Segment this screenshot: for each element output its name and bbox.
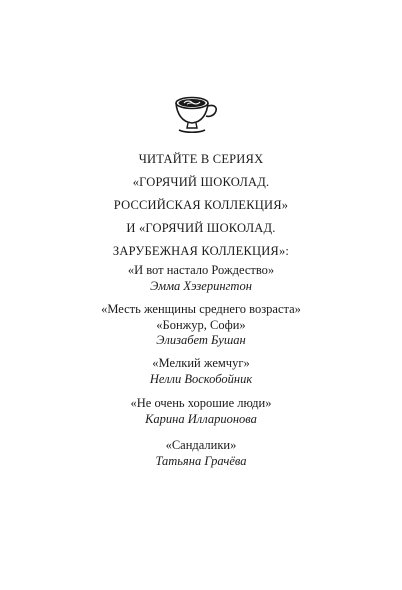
heading-line: ЗАРУБЕЖНАЯ КОЛЛЕКЦИЯ»: (112, 244, 290, 258)
heading-line: И «ГОРЯЧИЙ ШОКОЛАД. (126, 221, 276, 235)
heading-line: «ГОРЯЧИЙ ШОКОЛАД. (132, 175, 270, 189)
teacup-icon (167, 92, 225, 138)
book-title: «Не очень хорошие люди» (130, 396, 272, 410)
book-title: «Месть женщины среднего возраста» (101, 302, 301, 316)
book-title: «Мелкий жемчуг» (152, 356, 250, 370)
heading-line: РОССИЙСКАЯ КОЛЛЕКЦИЯ» (113, 198, 289, 212)
book-author: Эмма Хэзерингтон (150, 278, 252, 293)
book-author: Карина Илларионова (145, 411, 257, 426)
book-entry (0, 263, 402, 294)
book-author: Татьяна Грачёва (155, 453, 247, 468)
book-title: «Сандалики» (165, 438, 237, 452)
book-entry (0, 438, 402, 469)
book-entry (0, 396, 402, 427)
book-entry (0, 356, 402, 387)
book-title: «Бонжур, Софи» (156, 317, 246, 332)
series-heading (0, 148, 402, 263)
book-entry (0, 302, 402, 349)
book-author: Нелли Воскобойник (149, 371, 253, 386)
book-title: «И вот настало Рождество» (127, 263, 275, 277)
heading-line: ЧИТАЙТЕ В СЕРИЯХ (138, 152, 264, 166)
book-author: Элизабет Бушан (156, 333, 246, 347)
